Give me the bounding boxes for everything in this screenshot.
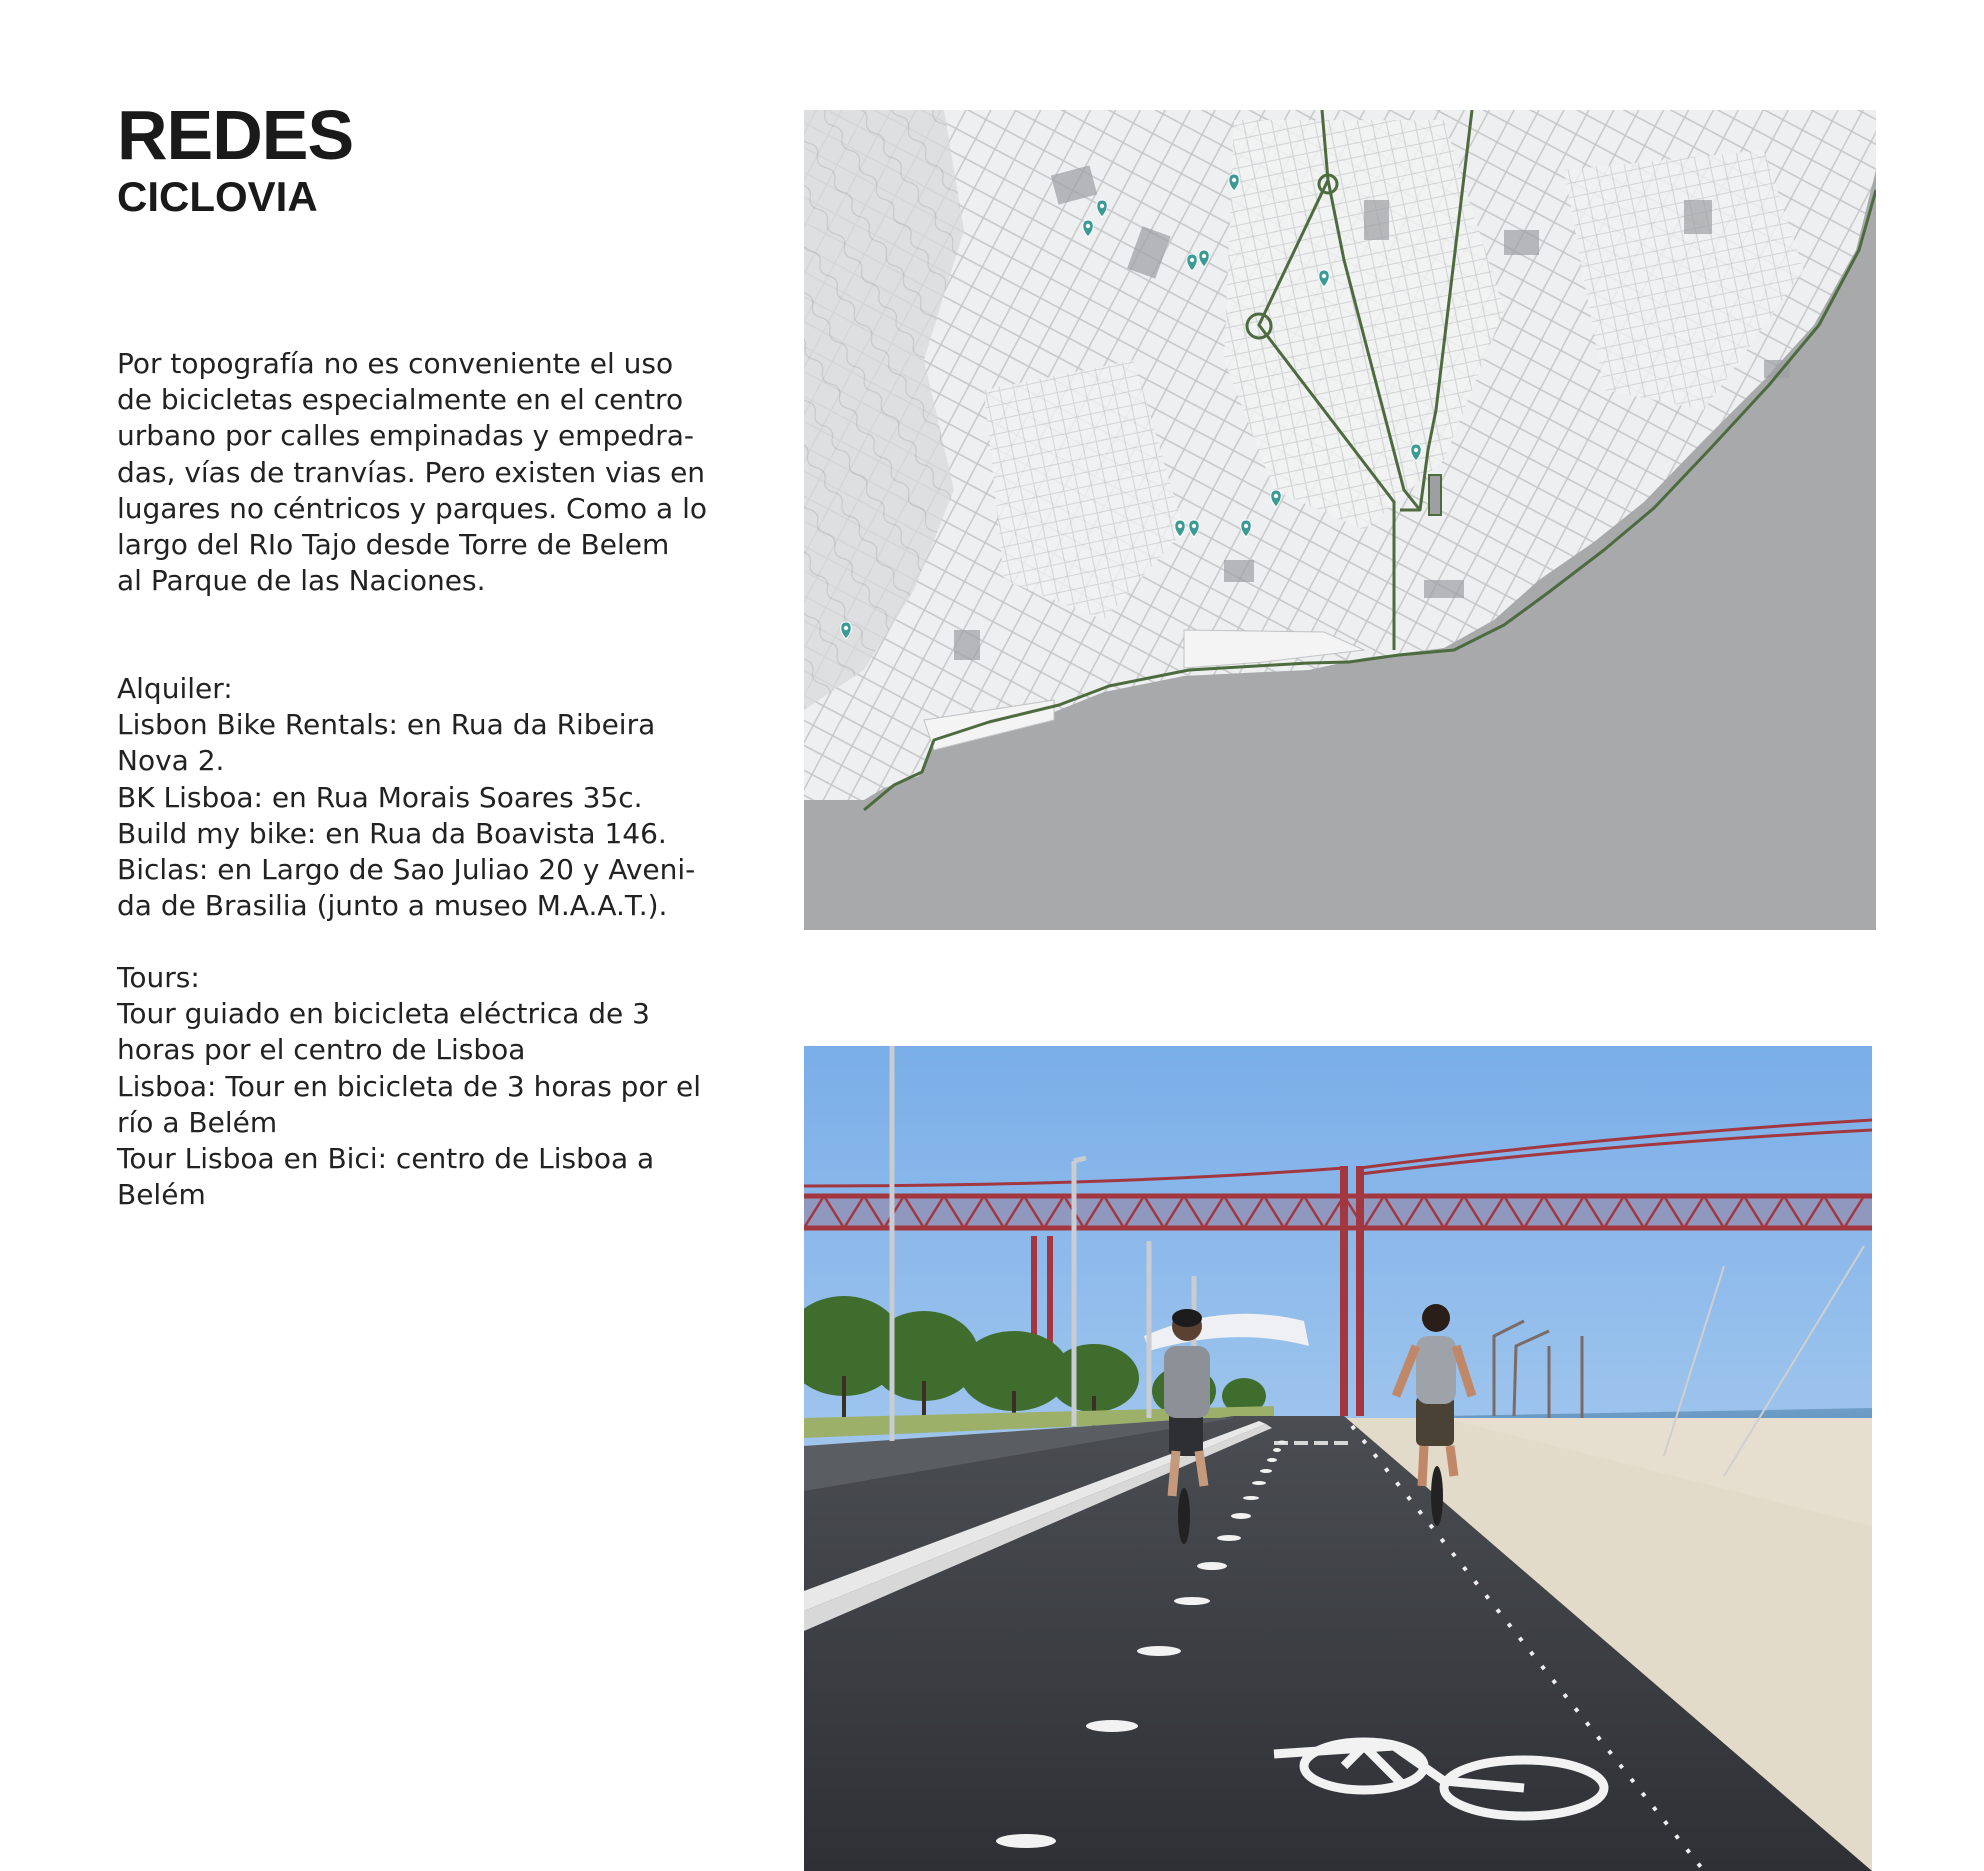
- text-line: Nova 2.: [117, 744, 225, 778]
- text-line: largo del RIo Tajo desde Torre de Belem: [117, 528, 670, 562]
- text-line: Belém: [117, 1178, 206, 1212]
- page-title: REDES: [117, 96, 354, 174]
- text-line: Lisboa: Tour en bicicleta de 3 horas por el: [117, 1069, 702, 1103]
- text-line: das, vías de tranvías. Pero existen vias en: [117, 455, 706, 489]
- text-line: Biclas: en Largo de Sao Juliao 20 y Aveni-: [117, 853, 696, 887]
- text-line: horas por el centro de Lisboa: [117, 1033, 526, 1067]
- text-line: Por topografía no es conveniente el uso: [117, 347, 674, 380]
- text-line: Tour guiado en bicicleta eléctrica de 3: [117, 997, 650, 1031]
- rentals-section: [117, 671, 757, 924]
- bike-lane-photo: [804, 1046, 1872, 1871]
- text-line: de bicicletas especialmente en el centro: [117, 383, 684, 417]
- text-line: Lisbon Bike Rentals: en Rua da Ribeira: [117, 708, 656, 742]
- rentals-heading: Alquiler:: [117, 672, 233, 705]
- tours-section: [117, 960, 757, 1213]
- text-line: al Parque de las Naciones.: [117, 564, 486, 598]
- page-subtitle: CICLOVIA: [117, 173, 318, 220]
- text-line: da de Brasilia (junto a museo M.A.A.T.).: [117, 889, 668, 923]
- intro-paragraph: [117, 346, 757, 599]
- tours-heading: Tours:: [117, 961, 200, 994]
- text-line: Tour Lisboa en Bici: centro de Lisboa a: [117, 1142, 655, 1176]
- text-line: BK Lisboa: en Rua Morais Soares 35c.: [117, 780, 643, 814]
- text-line: río a Belém: [117, 1105, 278, 1139]
- text-line: urbano por calles empinadas y empedra-: [117, 419, 695, 453]
- text-line: lugares no céntricos y parques. Como a lo: [117, 491, 708, 525]
- bike-network-map: [804, 110, 1876, 930]
- text-line: Build my bike: en Rua da Boavista 146.: [117, 816, 667, 850]
